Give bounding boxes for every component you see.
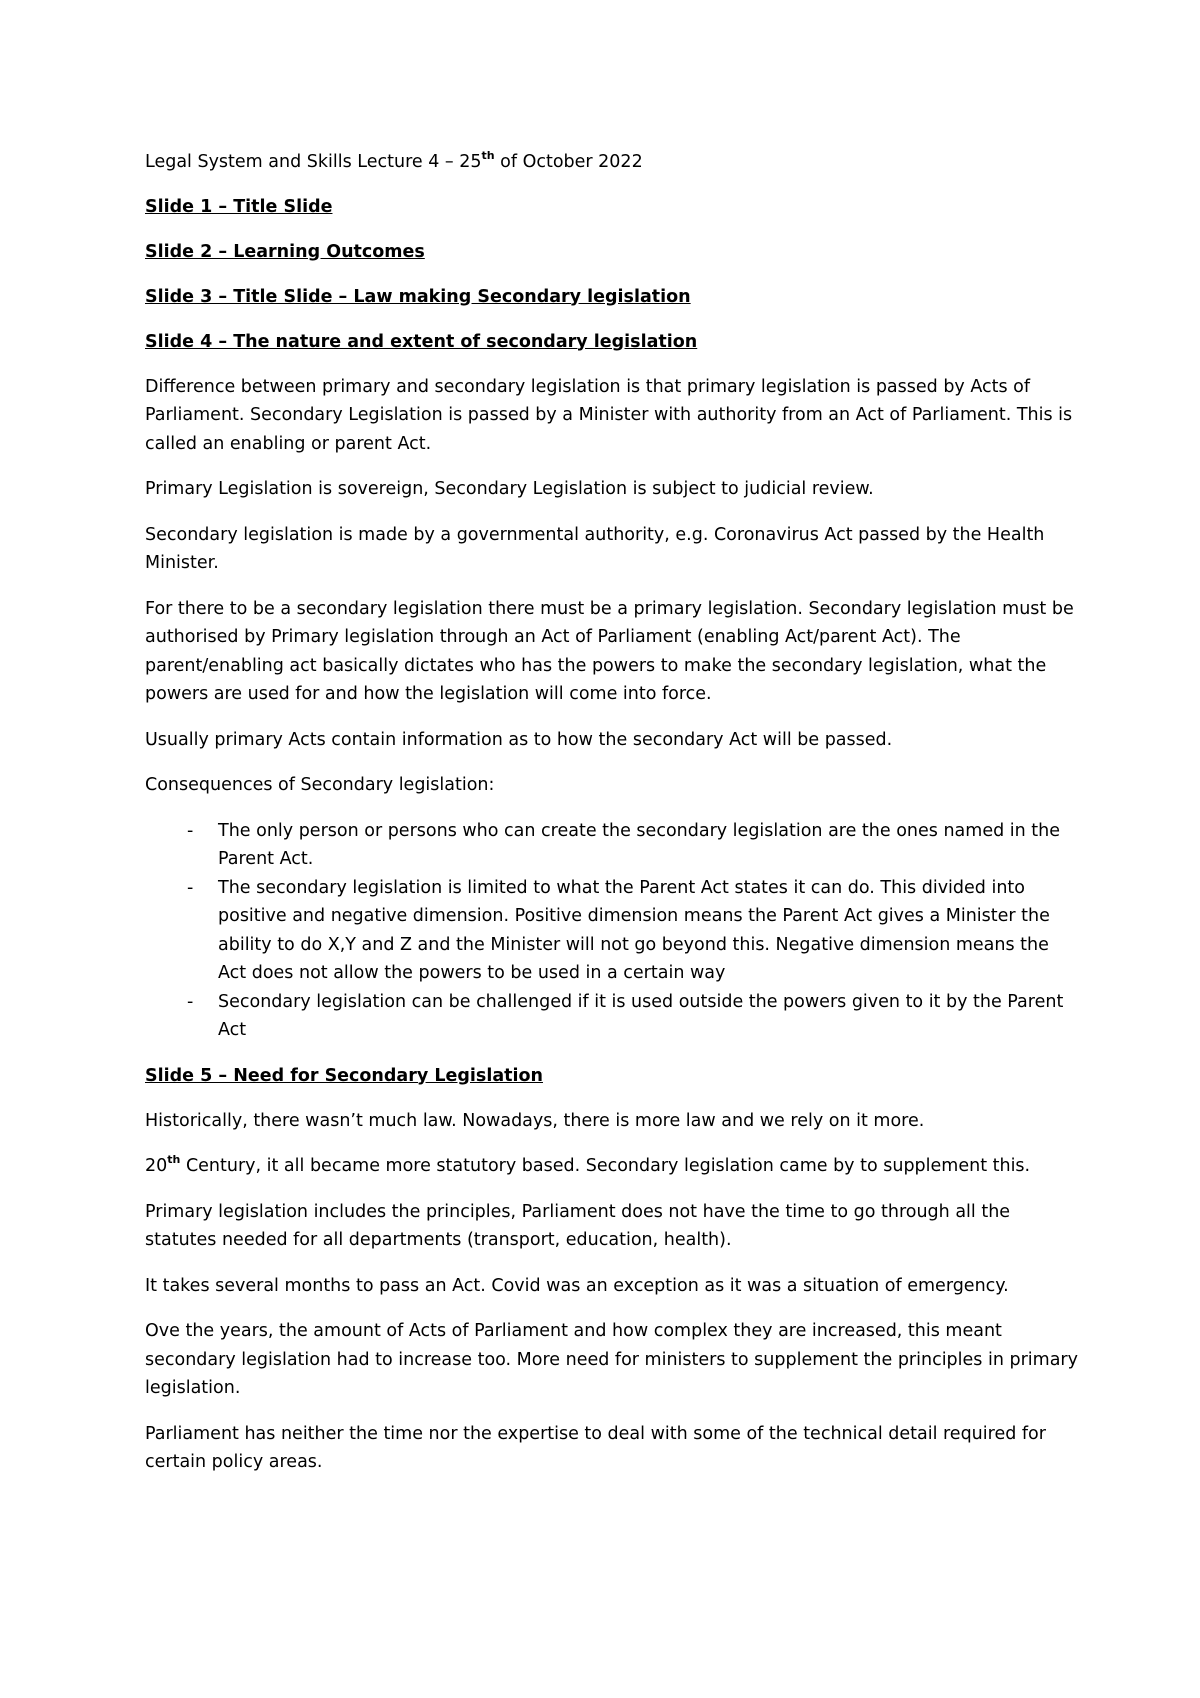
century-number: 20 <box>145 1156 168 1176</box>
slide-5-heading: Slide 5 – Need for Secondary Legislation <box>145 1065 543 1086</box>
slide-5-paragraph: Historically, there wasn’t much law. Nowadays, there is more law and we rely on it more. <box>145 1110 925 1131</box>
slide-3-heading: Slide 3 – Title Slide – Law making Secondary legislation <box>145 286 691 307</box>
slide-5-paragraph: Primary legislation includes the principles, Parliament does not have the time to go through all the statutes needed for all departments (transport, education, health). <box>145 1201 1011 1250</box>
century-superscript: th <box>167 1153 181 1167</box>
slide-5-paragraph: Ove the years, the amount of Acts of Parliament and how complex they are increased, this meant secondary legislation had to increase too. More need for ministers to supplement the principles in primary legislation. <box>145 1321 1078 1398</box>
century-text: Century, it all became more statutory based. Secondary legislation came by to supplement this. <box>180 1156 1031 1176</box>
title-superscript: th <box>481 149 495 163</box>
slide-4-heading: Slide 4 – The nature and extent of secondary legislation <box>145 331 698 352</box>
slide-4-paragraph: Secondary legislation is made by a governmental authority, e.g. Coronavirus Act passed by the Health Minister. <box>145 524 1045 573</box>
slide-4-paragraph: Difference between primary and secondary legislation is that primary legislation is passed by Acts of Parliament. Secondary Legislation is passed by a Minister with authority from an Act of Parliament. This is called an enabling or parent Act. <box>145 376 1073 454</box>
list-item-text: The only person or persons who can create the secondary legislation are the ones named in the Parent Act. <box>218 820 1060 869</box>
slide-4-paragraph: Usually primary Acts contain information as to how the secondary Act will be passed. <box>145 729 893 750</box>
title-text: Legal System and Skills Lecture 4 – 25 <box>145 152 482 172</box>
consequences-intro: Consequences of Secondary legislation: <box>145 775 495 795</box>
bullet-dash: - <box>187 820 194 841</box>
slide-5-paragraph: It takes several months to pass an Act. Covid was an exception as it was a situation of emergency. <box>145 1275 1009 1296</box>
document-title <box>145 148 1080 177</box>
bullet-dash: - <box>187 991 194 1012</box>
slide-1-heading: Slide 1 – Title Slide <box>145 196 333 217</box>
slide-4-paragraph: Primary Legislation is sovereign, Secondary Legislation is subject to judicial review. <box>145 479 874 499</box>
slide-2-heading: Slide 2 – Learning Outcomes <box>145 241 425 262</box>
list-item <box>145 988 1080 1045</box>
title-text-end: of October 2022 <box>494 152 643 172</box>
list-item <box>145 874 1080 988</box>
consequences-list <box>145 817 1080 1045</box>
list-item <box>145 817 1080 874</box>
slide-5-paragraph-century <box>145 1152 1080 1181</box>
slide-5-paragraph: Parliament has neither the time nor the expertise to deal with some of the technical detail required for certain policy areas. <box>145 1423 1046 1472</box>
slide-4-paragraph: For there to be a secondary legislation there must be a primary legislation. Secondary legislation must be authorised by Primary legislation through an Act of Parliament (enabling Act/parent Act). The parent/enabling act basically dictates who has the powers to make the secondary legislation, what the powers are used for and how the legislation will come into force. <box>145 598 1074 704</box>
list-item-text: The secondary legislation is limited to what the Parent Act states it can do. This divided into positive and negative dimension. Positive dimension means the Parent Act gives a Minister the ability to do X,Y and Z and the Minister will not go beyond this. Negative dimension means the Act does not allow the powers to be used in a certain way <box>218 877 1050 983</box>
bullet-dash: - <box>187 877 194 898</box>
list-item-text: Secondary legislation can be challenged if it is used outside the powers given to it by the Parent Act <box>218 991 1064 1040</box>
